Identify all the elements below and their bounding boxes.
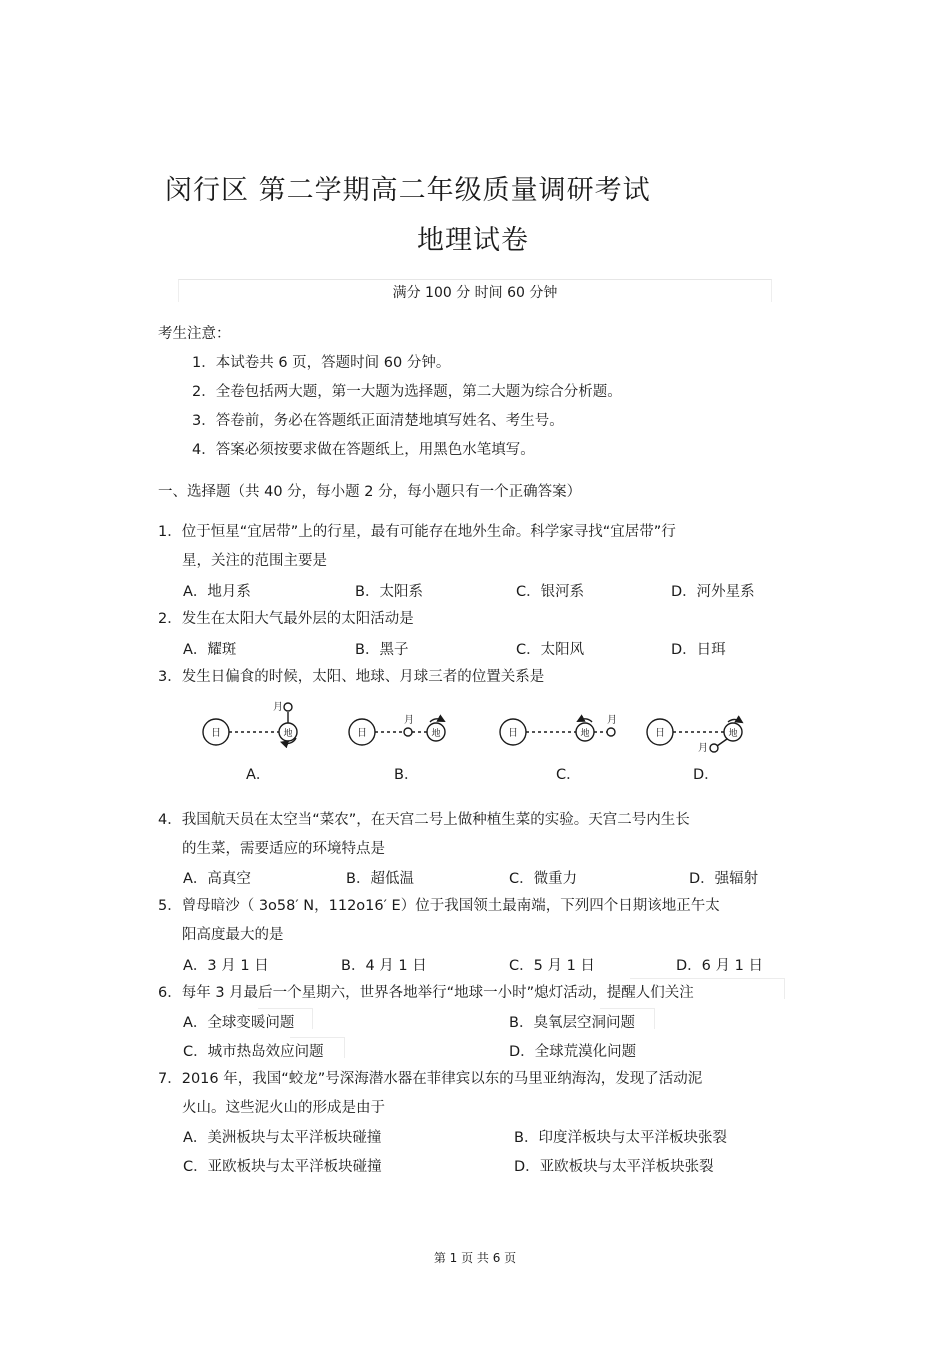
question-1-stem-cont: 星，关注的范围主要是 (182, 553, 327, 569)
q3-option-a: A． (246, 767, 271, 783)
q2-option-a: A．耀斑 (183, 642, 237, 658)
score-info: 满分 100 分 时间 60 分钟 (392, 285, 558, 301)
moon-label: 月 (698, 743, 708, 754)
notice-heading: 考生注意： (158, 326, 231, 342)
page-footer: 第 1 页 共 6 页 (433, 1251, 517, 1265)
moon-label: 月 (273, 702, 283, 713)
q5-option-a: A．3 月 1 日 (183, 958, 269, 974)
question-6-stem: 6．每年 3 月最后一个星期六，世界各地举行“地球一小时”熄灯活动，提醒人们关注 (158, 985, 694, 1001)
question-2-stem: 2．发生在太阳大气最外层的太阳活动是 (158, 611, 414, 627)
moon-label: 月 (607, 715, 617, 726)
question-4-stem: 4．我国航天员在太空当“菜农”，在天宫二号上做种植生菜的实验。天宫二号内生长 (158, 812, 690, 828)
q4-option-b: B．超低温 (346, 871, 414, 887)
moon-icon (710, 744, 718, 752)
question-5-stem-cont: 阳高度最大的是 (182, 927, 284, 943)
moon-icon (404, 728, 412, 736)
moon-label: 月 (404, 715, 414, 726)
sun-label: 日 (357, 728, 367, 739)
q7-option-b: B．印度洋板块与太平洋板块张裂 (514, 1130, 727, 1146)
question-5-stem: 5．曾母暗沙（ 3o58′ N，112o16′ E）位于我国领土最南端，下列四个日期该地正午太 (158, 898, 720, 914)
q4-option-c: C．微重力 (509, 871, 578, 887)
q6-option-d: D．全球荒漠化问题 (509, 1044, 637, 1060)
notice-item: 4．答案必须按要求做在答题纸上，用黑色水笔填写。 (192, 442, 535, 458)
question-3-stem: 3．发生日偏食的时候，太阳、地球、月球三者的位置关系是 (158, 669, 545, 685)
q3-option-b: B． (394, 767, 419, 783)
notice-item: 1．本试卷共 6 页，答题时间 60 分钟。 (192, 355, 451, 371)
q3-option-d: D． (693, 767, 719, 783)
sun-label: 日 (508, 728, 518, 739)
q2-option-d: D．日珥 (671, 642, 726, 658)
notice-item: 3．答卷前，务必在答题纸正面清楚地填写姓名、考生号。 (192, 413, 564, 429)
sun-label: 日 (211, 728, 221, 739)
section-heading: 一、选择题（共 40 分，每小题 2 分，每小题只有一个正确答案） (158, 484, 582, 500)
q5-option-b: B．4 月 1 日 (341, 958, 427, 974)
earth-label: 地 (283, 729, 293, 739)
q4-option-a: A．高真空 (183, 871, 251, 887)
q7-option-d: D．亚欧板块与太平洋板块张裂 (514, 1159, 714, 1175)
notice-item: 2．全卷包括两大题，第一大题为选择题，第二大题为综合分析题。 (192, 384, 622, 400)
q1-option-a: A．地月系 (183, 584, 251, 600)
question-1-stem: 1．位于恒星“宜居带”上的行星，最有可能存在地外生命。科学家寻找“宜居带”行 (158, 524, 676, 540)
q1-option-d: D．河外星系 (671, 584, 755, 600)
q6-option-a: A．全球变暖问题 (183, 1015, 295, 1031)
q2-option-b: B．黑子 (355, 642, 409, 658)
q7-option-a: A．美洲板块与太平洋板块碰撞 (183, 1130, 382, 1146)
q5-option-d: D．6 月 1 日 (676, 958, 763, 974)
q6-option-c: C．城市热岛效应问题 (183, 1044, 324, 1060)
q5-option-c: C．5 月 1 日 (509, 958, 595, 974)
q3-option-c: C． (556, 767, 581, 783)
q2-option-c: C．太阳风 (516, 642, 585, 658)
moon-icon (284, 703, 292, 711)
question-4-stem-cont: 的生菜，需要适应的环境特点是 (182, 841, 385, 857)
earth-label: 地 (431, 729, 441, 739)
question-7-stem: 7．2016 年，我国“蛟龙”号深海潜水器在菲律宾以东的马里亚纳海沟，发现了活动泥 (158, 1071, 703, 1087)
q1-option-b: B．太阳系 (355, 584, 423, 600)
exam-title: 闵行区 第二学期高二年级质量调研考试 (165, 175, 651, 206)
sun-label: 日 (655, 728, 665, 739)
question-7-stem-cont: 火山。这些泥火山的形成是由于 (182, 1100, 385, 1116)
q1-option-c: C．银河系 (516, 584, 585, 600)
q7-option-c: C．亚欧板块与太平洋板块碰撞 (183, 1159, 382, 1175)
q4-option-d: D．强辐射 (689, 871, 759, 887)
earth-label: 地 (580, 729, 590, 739)
earth-label: 地 (728, 729, 738, 739)
moon-icon (607, 728, 615, 736)
q6-option-b: B．臭氧层空洞问题 (509, 1015, 635, 1031)
exam-subtitle: 地理试卷 (417, 225, 529, 256)
